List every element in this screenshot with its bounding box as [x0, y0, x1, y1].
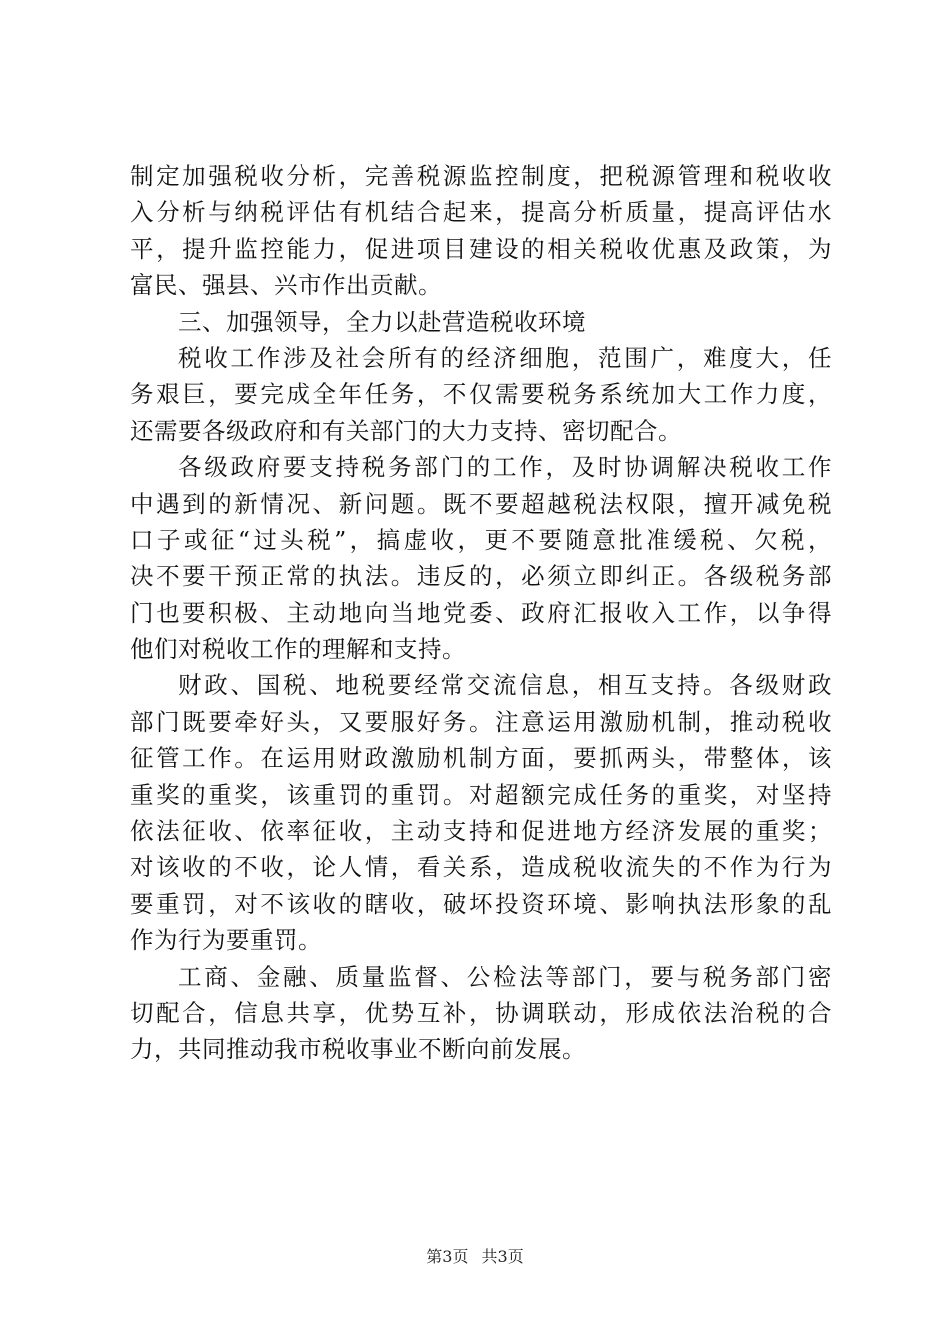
paragraph [130, 340, 832, 449]
text-line: 中遇到的新情况、新问题。既不要超越税法权限，擅开减免税 [130, 489, 832, 518]
text-line: 切配合，信息共享，优势互补，协调联动，形成依法治税的合 [130, 998, 832, 1027]
page-total: 共3页 [481, 1247, 524, 1266]
text-line: 对该收的不收，论人情，看关系，造成税收流失的不作为行为 [130, 853, 832, 882]
text-line: 力，共同推动我市税收事业不断向前发展。 [130, 1035, 586, 1064]
text-line: 要重罚，对不该收的瞎收，破坏投资环境、影响执法形象的乱 [130, 889, 832, 918]
text-line: 工商、金融、质量监督、公检法等部门，要与税务部门密 [178, 962, 832, 991]
text-line: 财政、国税、地税要经常交流信息，相互支持。各级财政 [178, 671, 832, 700]
text-line: 作为行为要重罚。 [130, 926, 322, 955]
text-line: 门也要积极、主动地向当地党委、政府汇报收入工作，以争得 [130, 598, 832, 627]
text-line: 务艰巨，要完成全年任务，不仅需要税务系统加大工作力度， [130, 380, 832, 409]
text-line: 依法征收、依率征收，主动支持和促进地方经济发展的重奖； [130, 817, 832, 846]
text-line: 制定加强税收分析，完善税源监控制度，把税源管理和税收收 [130, 162, 832, 190]
text-line: 还需要各级政府和有关部门的大力支持、密切配合。 [130, 416, 682, 445]
text-line: 部门既要牵好头，又要服好务。注意运用激励机制，推动税收 [130, 707, 832, 736]
page-number: 第3页 [426, 1247, 469, 1266]
text-line: 各级政府要支持税务部门的工作，及时协调解决税收工作 [178, 453, 832, 482]
paragraph [130, 959, 832, 1068]
text-line: 税收工作涉及社会所有的经济细胞，范围广，难度大，任 [178, 343, 832, 372]
paragraph [130, 667, 832, 958]
text-line: 征管工作。在运用财政激励机制方面，要抓两头，带整体，该 [130, 744, 832, 773]
paragraph [130, 158, 832, 304]
text-line: 三、加强领导，全力以赴营造税收环境 [178, 307, 586, 336]
page-footer [0, 1244, 950, 1267]
document-body [130, 158, 832, 1068]
text-line: 重奖的重奖，该重罚的重罚。对超额完成任务的重奖，对坚持 [130, 780, 832, 809]
text-line: 入分析与纳税评估有机结合起来，提高分析质量，提高评估水 [130, 198, 832, 227]
text-line: 决不要干预正常的执法。违反的，必须立即纠正。各级税务部 [130, 562, 832, 591]
text-line: 平，提升监控能力，促进项目建设的相关税收优惠及政策，为 [130, 234, 832, 263]
text-line: 富民、强县、兴市作出贡献。 [130, 271, 442, 300]
text-line: 口子或征“过头税”，搞虚收，更不要随意批准缓税、欠税， [130, 525, 832, 554]
text-line: 他们对税收工作的理解和支持。 [130, 635, 466, 664]
paragraph [130, 449, 832, 667]
paragraph [130, 304, 832, 340]
